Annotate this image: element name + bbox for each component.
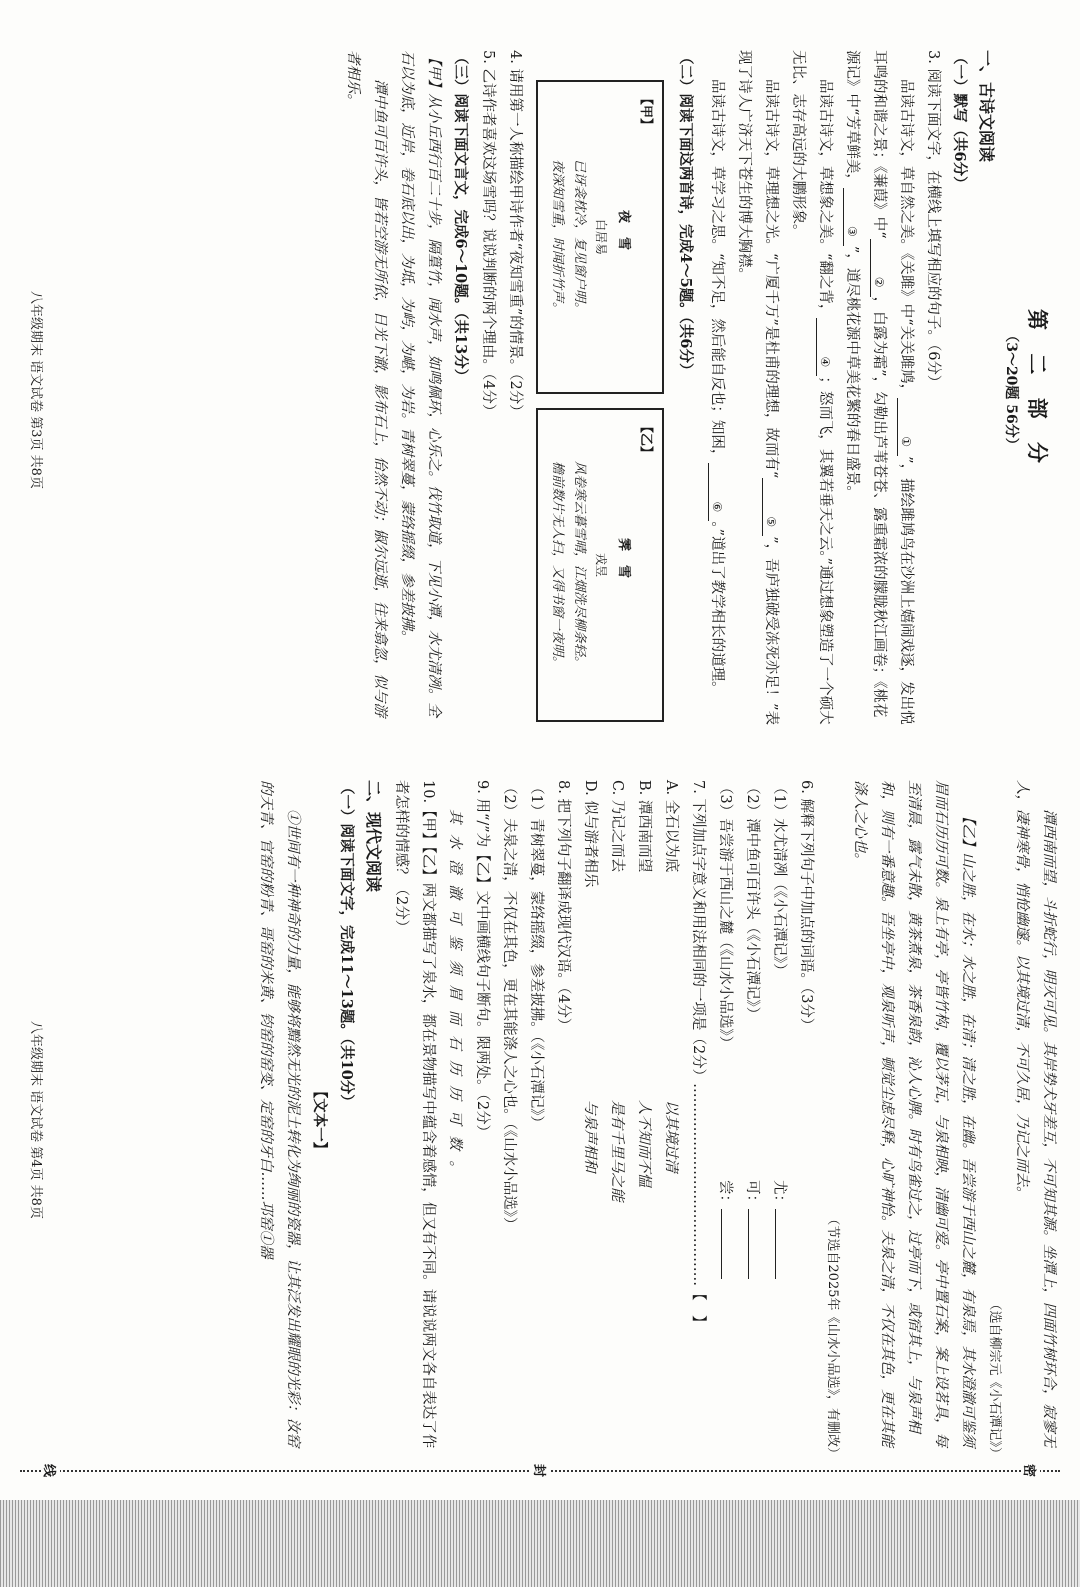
q7-option-c[interactable]: C. 乃记之而去 是有千里马之能 bbox=[609, 780, 625, 1202]
classical-text-jia-cont: 潭西南而望，斗折蛇行，明灭可见。其岸势犬牙差互，不可知其源。坐潭上，四面竹树环合，寂寥无人，凄神寒骨，悄怆幽邃。以其境过清，不可久居，乃记之而去。 bbox=[1014, 780, 1057, 1447]
question-4: 4. 请用第一人称描绘甲诗作者“夜知雪重”的情景。（2分） bbox=[507, 50, 523, 419]
q7-option-a[interactable]: A. 全石以为底 以其境过清 bbox=[663, 780, 679, 1173]
poem-jia bbox=[536, 80, 664, 394]
poem-line: 已讶衾枕冷，复见窗户明。 bbox=[572, 158, 587, 315]
poem-author: 白居易 bbox=[594, 218, 608, 255]
answer-blank[interactable]: ③ bbox=[843, 188, 859, 246]
poem-boxes bbox=[536, 80, 664, 722]
answer-line[interactable] bbox=[775, 1209, 792, 1279]
binding-mark: 密 bbox=[1021, 1464, 1040, 1477]
classical-text-yi: 【乙】山之胜，在水；水之胜，在清；清之胜，在幽。吾尝游于西山之麓，有泉焉，其水澄澈可鉴须眉而石历历可数。泉上有亭，亭皆竹构，覆以茅瓦，与泉相映，清幽可爱。亭中置石案，案上设茗具，每至清晨，露气未散，黄茶煮泉，茶香泉韵，沁人心脾。时有鸟雀过之，过亭而下，或宿其上，与泉声相和，则有一番意趣。吾坐亭中，观泉听声，顿觉尘虑尽释，心旷神怡。夫泉之清，不仅在其色，更在其能涤人之心也。 bbox=[852, 780, 976, 1447]
question-5: 5. 乙诗作者喜欢这场雪吗？说说判断的两个理由。（4分） bbox=[480, 50, 496, 419]
q3-paragraph: 品读古诗文，草自然之美。《关雎》中“关关雎鸠，①”，描绘雎鸠鸟在沙洲上嬉闹戏逐，发出悦耳鸣的和谐之景；《蒹葭》中“②，白露为霜”，勾勒出芦苇苍苍、露重霜浓的朦胧秋江画卷；《桃花源记》中“芳草鲜美，③”，道尽桃花源中草美花繁的春日盛景。 bbox=[844, 50, 914, 725]
subsection-heading: （二）阅读下面这两首诗，完成4～5题。（共6分） bbox=[677, 50, 694, 378]
page-4 bbox=[0, 770, 1080, 1470]
q3-paragraph: 品读古诗文，草学习之思。“知不足，然后能自反也；知困，⑥。”道出了教学相长的道理。 bbox=[709, 79, 725, 696]
poem-line: 夜深知雪重，时闻折竹声。 bbox=[550, 158, 565, 315]
page-footer: 八年级期末 语文试卷 第4页 共8页 bbox=[28, 1021, 43, 1219]
classical-text-jia: 【甲】从小丘西行百二十步，隔篁竹，闻水声，如鸣佩环，心乐之。伐竹取道，下见小潭，水尤清冽。全石以为底，近岸，卷石底以出，为坻，为屿，为嵁，为岩。青树翠蔓，蒙络摇缀，参差披拂。 bbox=[399, 50, 442, 717]
poem-yi bbox=[536, 408, 664, 722]
page-footer: 八年级期末 语文试卷 第3页 共8页 bbox=[28, 291, 43, 489]
answer-blank[interactable]: ① bbox=[897, 398, 913, 456]
poem-line: 檐前数片无人扫，又得书窗一夜明。 bbox=[550, 460, 565, 669]
subsection-heading: （三）阅读下面文言文，完成6～10题。（共13分） bbox=[452, 50, 469, 384]
poem-line: 风卷寒云暮雪晴，江烟洗尽柳条轻。 bbox=[572, 460, 587, 669]
poem-title: 夜雪 bbox=[616, 209, 631, 264]
classical-text-jia-cont: 潭中鱼可百许头，皆若空游无所依，日光下澈，影布石上，佁然不动；俶尔远逝，往来翕忽，似与游者相乐。 bbox=[345, 50, 388, 717]
binding-strip bbox=[0, 1500, 1080, 1587]
poem-author: 戎昱 bbox=[594, 552, 608, 577]
section-heading: 二、现代文阅读 bbox=[364, 780, 383, 893]
question-6: 6. 解释下列句子中加点的词语。（3分） bbox=[798, 780, 814, 1033]
subsection-heading: （一）阅读下面文字，完成11～13题。（共10分） bbox=[338, 780, 355, 1109]
q7-option-d[interactable]: D. 似与游者相乐 与泉声相和 bbox=[582, 780, 598, 1173]
modern-text: ①世间有一种神奇的力量，能够将黯然无光的泥土转化为绚丽的瓷器，让其泛发出耀眼的光彩：汝窑的天青、官窑的粉青、哥窑的米黄、钧窑的窑变、定窑的牙白……邛窑①器 bbox=[258, 780, 301, 1447]
q6-item: （3）吾尝游于西山之麓（《山水小品选》） 尝： bbox=[711, 780, 738, 1460]
poem-title: 霁雪 bbox=[616, 537, 631, 592]
poem-tag: 【甲】 bbox=[638, 92, 653, 132]
question-9: 9. 用“/”为【乙】文中画横线句子断句。限两处。（2分） bbox=[474, 780, 490, 1140]
binding-mark: 封 bbox=[531, 1464, 550, 1477]
answer-line[interactable] bbox=[721, 1209, 738, 1279]
source-note: （节选自2025年《山水小品选》，有删改） bbox=[825, 1212, 840, 1460]
q8-item: （1）青树翠蔓，蒙络摇缀，参差披拂。（《小石潭记》） bbox=[528, 780, 544, 1130]
answer-blank[interactable]: ⑥ bbox=[708, 463, 724, 521]
binding-mark: 线 bbox=[41, 1464, 60, 1477]
question-3: 3. 阅读下面文字，在横线上填写相应的句子。（6分） bbox=[925, 50, 941, 390]
answer-blank[interactable]: ⑤ bbox=[762, 478, 778, 536]
answer-blank[interactable]: ④ bbox=[816, 318, 832, 376]
text-label: 【文本一】 bbox=[311, 1083, 328, 1157]
question-8: 8. 把下列句子翻译成现代汉语。（4分） bbox=[555, 780, 571, 1033]
answer-blank[interactable]: ② bbox=[870, 239, 886, 297]
answer-line[interactable] bbox=[748, 1209, 765, 1279]
q6-item: （2）潭中鱼可百许头（《小石潭记》） 可： bbox=[738, 780, 765, 1460]
part-title: 第 二 部 分 bbox=[1025, 309, 1050, 471]
q8-item: （2）夫泉之清，不仅在其色，更在其能涤人之心也。（《山水小品选》） bbox=[501, 780, 517, 1232]
poem-tag: 【乙】 bbox=[638, 420, 653, 460]
section-heading: 一、古诗文阅读 bbox=[977, 50, 996, 163]
part-subtitle: （3～20题 56分） bbox=[1003, 328, 1019, 452]
binding-line bbox=[20, 1464, 1060, 1492]
q3-paragraph: 品读古诗文，草理想之光。“广厦千万”是杜甫的理想，故而有“⑤”，吾庐独破受冻死亦足！”表现了诗人广济天下苍生的博大胸襟。 bbox=[736, 50, 779, 726]
page-3 bbox=[0, 40, 1080, 740]
q6-item: （1）水尤清冽（《小石潭记》） 尤： bbox=[765, 780, 792, 1460]
source-note: （选自柳宗元《小石潭记》） bbox=[987, 1297, 1002, 1460]
question-7: 7. 下列加点字意义和用法相同的一项是（2分）……………………………………【 】 bbox=[690, 780, 706, 1330]
q7-option-b[interactable]: B. 潭西南而望 人不知而不愠 bbox=[636, 780, 652, 1187]
question-10: 10.【甲】【乙】两文都描写了泉水，都在景物描写中蕴含着感情，但又有不同。请说说两文各自表达了作者怎样的情感？（2分） bbox=[393, 780, 436, 1449]
subsection-heading: （一）默写（共6分） bbox=[951, 50, 968, 191]
q9-sentence: 其 水 澄 澈 可 鉴 须 眉 而 石 历 历 可 数 。 bbox=[447, 809, 463, 1179]
q3-paragraph: 品读古诗文，草想象之美。“翻之背，④；怒而飞，其翼若垂天之云。”通过想象塑造了一个硕大无比、志存高远的大鹏形象。 bbox=[790, 50, 833, 725]
